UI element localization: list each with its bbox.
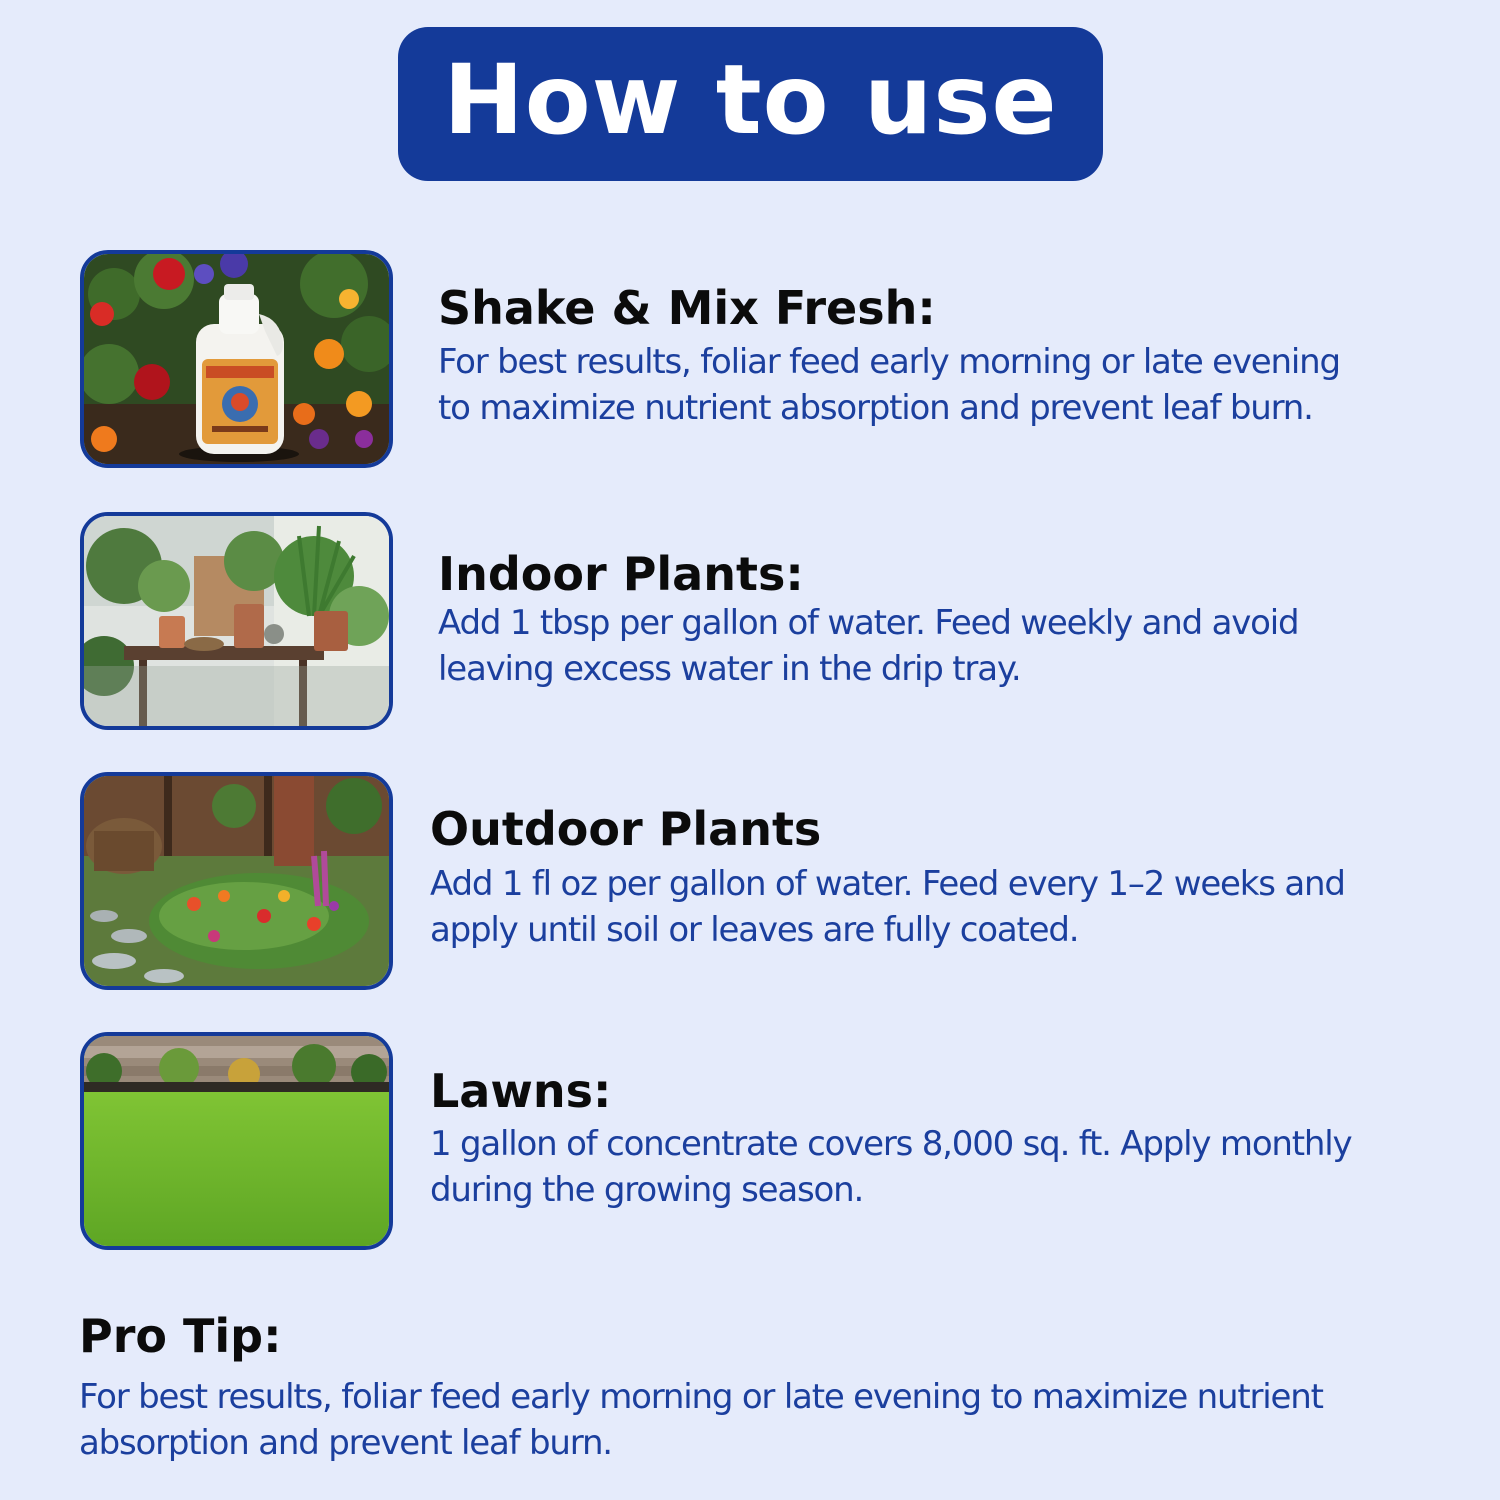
page-title: How to use <box>443 44 1058 156</box>
fertilizer-jug-among-flowers-photo <box>80 250 393 468</box>
step-heading: Lawns: <box>430 1064 612 1118</box>
title-banner <box>398 27 1103 181</box>
step-description: 1 gallon of concentrate covers 8,000 sq. ft. Apply monthly during the growing season. <box>430 1124 1352 1210</box>
step-description: Add 1 fl oz per gallon of water. Feed every 1–2 weeks and apply until soil or leaves are fully coated. <box>430 864 1345 950</box>
outdoor-garden-bed-photo <box>80 772 393 990</box>
step-description: Add 1 tbsp per gallon of water. Feed weekly and avoid leaving excess water in the drip tray. <box>438 603 1299 689</box>
step-heading: Outdoor Plants <box>430 802 822 856</box>
pro-tip-text: For best results, foliar feed early morning or late evening to maximize nutrient absorption and prevent leaf burn. <box>79 1377 1323 1463</box>
pro-tip-heading: Pro Tip: <box>79 1309 282 1363</box>
green-lawn-photo <box>80 1032 393 1250</box>
step-description: For best results, foliar feed early morning or late evening to maximize nutrient absorption and prevent leaf burn. <box>438 342 1340 428</box>
indoor-potted-plants-photo <box>80 512 393 730</box>
step-heading: Indoor Plants: <box>438 547 804 601</box>
step-heading: Shake & Mix Fresh: <box>438 281 936 335</box>
